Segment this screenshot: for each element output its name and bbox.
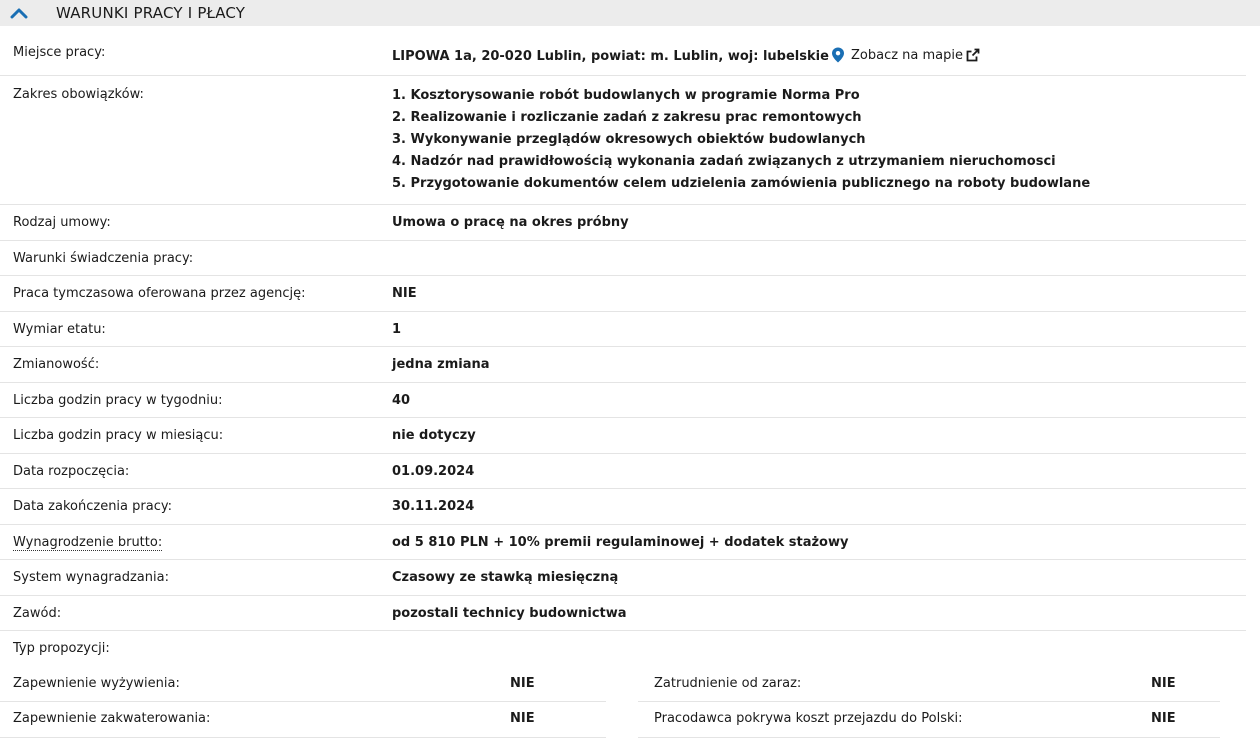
row-immediate-hire	[638, 667, 1220, 703]
row-travel-cost	[638, 702, 1220, 738]
pay-system-label: System wynagradzania:	[13, 570, 169, 585]
duties-list	[392, 87, 1090, 197]
duty-item: 2. Realizowanie i rozliczanie zadań z zakresu prac remontowych	[392, 110, 862, 125]
proposal-type-label: Typ propozycji:	[13, 641, 110, 656]
fte-value: 1	[392, 321, 402, 337]
start-date-value: 01.09.2024	[392, 463, 475, 479]
row-pay-system	[0, 560, 1246, 596]
location-label: Miejsce pracy:	[13, 45, 106, 60]
shifts-label: Zmianowość:	[13, 357, 100, 372]
shifts-value: jedna zmiana	[392, 357, 490, 372]
row-weekly-hours	[0, 383, 1246, 419]
accommodation-label: Zapewnienie zakwaterowania:	[13, 711, 211, 726]
map-link[interactable]	[831, 47, 980, 63]
immediate-hire-label: Zatrudnienie od zaraz:	[654, 675, 802, 691]
map-pin-icon	[831, 47, 845, 63]
proposal-details	[0, 667, 1260, 738]
duty-item: 3. Wykonywanie przeglądów okresowych obiektów budowlanych	[392, 132, 866, 147]
row-contract-type	[0, 205, 1246, 241]
row-start-date	[0, 454, 1246, 490]
chevron-up-icon[interactable]	[10, 6, 28, 20]
row-temp-agency	[0, 276, 1246, 312]
duty-item: 5. Przygotowanie dokumentów celem udzielenia zamówienia publicznego na roboty budowlane	[392, 176, 1091, 191]
travel-cost-label: Pracodawca pokrywa koszt przejazdu do Polski:	[654, 711, 963, 726]
row-proposal-type	[0, 631, 1246, 667]
duties-label: Zakres obowiązków:	[13, 87, 144, 102]
monthly-hours-label: Liczba godzin pracy w miesiącu:	[13, 428, 224, 443]
location-value: LIPOWA 1a, 20-020 Lublin, powiat: m. Lublin, woj: lubelskie	[392, 49, 829, 64]
row-end-date	[0, 489, 1246, 525]
food-value: NIE	[510, 675, 535, 691]
accommodation-value: NIE	[510, 711, 535, 726]
salary-label[interactable]: Wynagrodzenie brutto:	[13, 534, 163, 550]
occupation-label: Zawód:	[13, 605, 62, 621]
map-link-label: Zobacz na mapie	[851, 47, 964, 63]
weekly-hours-label: Liczba godzin pracy w tygodniu:	[13, 392, 223, 408]
occupation-value: pozostali technicy budownictwa	[392, 605, 627, 621]
food-label: Zapewnienie wyżywienia:	[13, 675, 180, 691]
start-date-label: Data rozpoczęcia:	[13, 463, 130, 479]
row-accommodation	[0, 702, 606, 738]
row-occupation	[0, 596, 1246, 632]
section-header[interactable]	[0, 0, 1260, 26]
end-date-value: 30.11.2024	[392, 499, 475, 514]
duty-item: 1. Kosztorysowanie robót budowlanych w programie Norma Pro	[392, 88, 860, 103]
weekly-hours-value: 40	[392, 392, 411, 408]
temp-agency-label: Praca tymczasowa oferowana przez agencję:	[13, 286, 306, 301]
row-duties	[0, 76, 1246, 205]
travel-cost-value: NIE	[1151, 711, 1176, 726]
work-conditions-label: Warunki świadczenia pracy:	[13, 250, 194, 266]
fte-label: Wymiar etatu:	[13, 321, 106, 337]
monthly-hours-value: nie dotyczy	[392, 428, 476, 443]
immediate-hire-value: NIE	[1151, 675, 1176, 691]
row-salary	[0, 525, 1246, 561]
row-work-conditions	[0, 241, 1246, 277]
contract-type-label: Rodzaj umowy:	[13, 215, 111, 230]
pay-system-value: Czasowy ze stawką miesięczną	[392, 570, 619, 585]
external-link-icon	[966, 48, 980, 62]
row-fte	[0, 312, 1246, 348]
row-monthly-hours	[0, 418, 1246, 454]
section-title: WARUNKI PRACY I PŁACY	[56, 4, 246, 22]
work-conditions-panel	[0, 26, 1260, 738]
row-food	[0, 667, 606, 703]
duty-item: 4. Nadzór nad prawidłowością wykonania zadań związanych z utrzymaniem nieruchomosci	[392, 154, 1056, 169]
end-date-label: Data zakończenia pracy:	[13, 499, 172, 514]
row-location	[0, 26, 1246, 76]
contract-type-value: Umowa o pracę na okres próbny	[392, 215, 629, 230]
row-shifts	[0, 347, 1246, 383]
salary-value: od 5 810 PLN + 10% premii regulaminowej + dodatek stażowy	[392, 534, 849, 550]
temp-agency-value: NIE	[392, 286, 417, 301]
